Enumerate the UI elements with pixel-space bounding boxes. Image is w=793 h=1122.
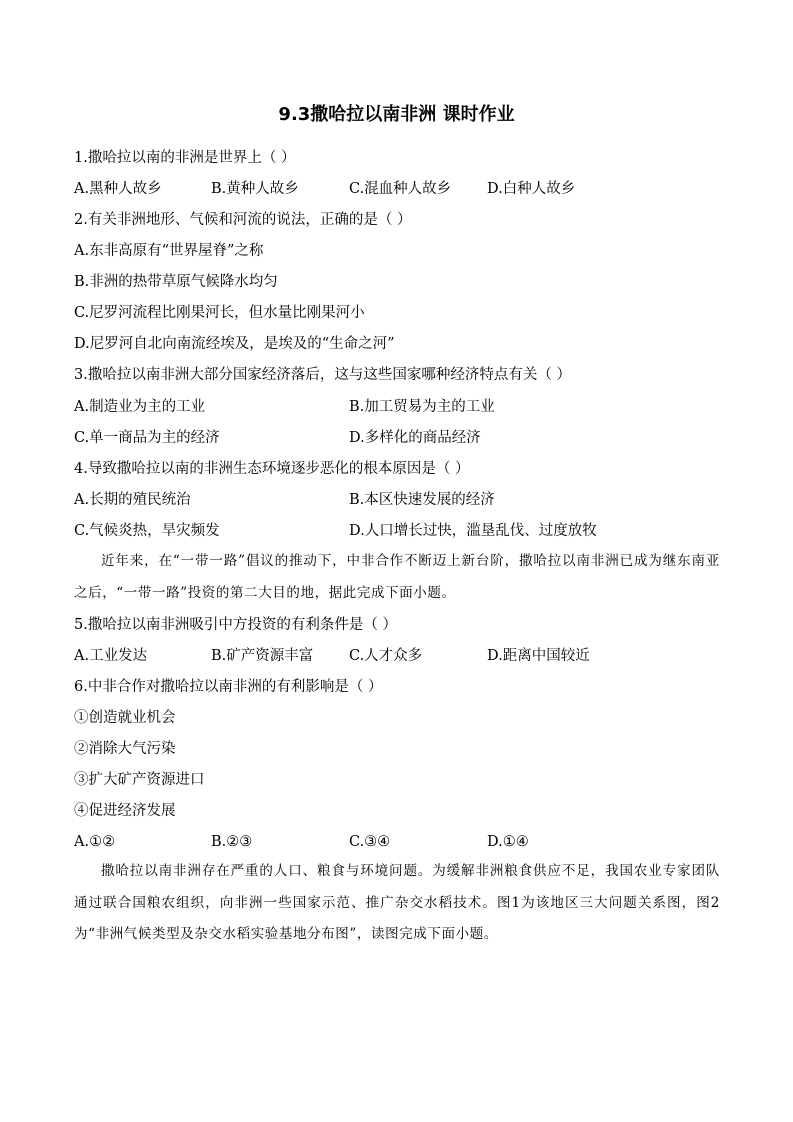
question-2-option-a: A.东非高原有“世界屋脊”之称 [74,243,264,259]
question-2-option-c: C.尼罗河流程比刚果河长，但水量比刚果河小 [74,305,365,321]
question-6-item-2: ②消除大气污染 [74,741,176,757]
question-6-stem: 6.中非合作对撒哈拉以南非洲的有利影响是（ ） [74,679,383,695]
question-6-item-3: ③扩大矿产资源进口 [74,772,205,788]
question-6-option-d: D.①④ [487,834,529,850]
reading-passage-1: 近年来，在“一带一路”倡议的推动下，中非合作不断迈上新台阶，撒哈拉以南非洲已成为继东南亚之后，“一带一路”投资的第二大目的地，据此完成下面小题。 [74,553,720,601]
question-1-stem: 1.撒哈拉以南的非洲是世界上（ ） [74,150,296,166]
question-3-option-a: A.制造业为主的工业 [74,399,206,415]
question-6-option-b: B.②③ [211,834,253,850]
question-2-option-d: D.尼罗河自北向南流经埃及，是埃及的“生命之河” [74,336,395,352]
question-5-option-d: D.距离中国较近 [487,648,590,664]
question-6-option-c: C.③④ [349,834,391,850]
question-1-option-b: B.黄种人故乡 [211,181,299,197]
question-5-stem: 5.撒哈拉以南非洲吸引中方投资的有利条件是（ ） [74,617,397,633]
question-3-stem: 3.撒哈拉以南非洲大部分国家经济落后，这与这些国家哪种经济特点有关（ ） [74,367,571,383]
question-2-option-b: B.非洲的热带草原气候降水均匀 [74,274,278,290]
question-4-option-b: B.本区快速发展的经济 [349,492,495,508]
question-4-option-d: D.人口增长过快，滥垦乱伐、过度放牧 [349,523,597,539]
question-2-stem: 2.有关非洲地形、气候和河流的说法，正确的是（ ） [74,212,412,228]
question-6-option-a: A.①② [74,834,116,850]
question-6-item-4: ④促进经济发展 [74,803,176,819]
reading-passage-2: 撒哈拉以南非洲存在严重的人口、粮食与环境问题。为缓解非洲粮食供应不足，我国农业专家团队通过联合国粮农组织，向非洲一些国家示范、推广杂交水稻技术。图1为该地区三大问题关系图，图2为“非洲气候类型及杂交水稻实验基地分布图”，读图完成下面小题。 [74,863,720,942]
question-4-option-a: A.长期的殖民统治 [74,492,191,508]
question-5-option-c: C.人才众多 [349,648,423,664]
question-1-option-a: A.黑种人故乡 [74,181,162,197]
question-1-option-d: D.白种人故乡 [487,181,576,197]
question-3-option-b: B.加工贸易为主的工业 [349,399,495,415]
question-1-option-c: C.混血种人故乡 [349,181,452,197]
question-5-option-b: B.矿产资源丰富 [211,648,314,664]
question-4-option-c: C.气候炎热，旱灾频发 [74,523,220,539]
question-6-item-1: ①创造就业机会 [74,710,176,726]
question-3-option-c: C.单一商品为主的经济 [74,430,220,446]
question-4-stem: 4.导致撒哈拉以南的非洲生态环境逐步恶化的根本原因是（ ） [74,461,470,477]
page-title: 9.3撒哈拉以南非洲 课时作业 [278,104,515,125]
question-5-option-a: A.工业发达 [74,648,148,664]
question-3-option-d: D.多样化的商品经济 [349,430,481,446]
